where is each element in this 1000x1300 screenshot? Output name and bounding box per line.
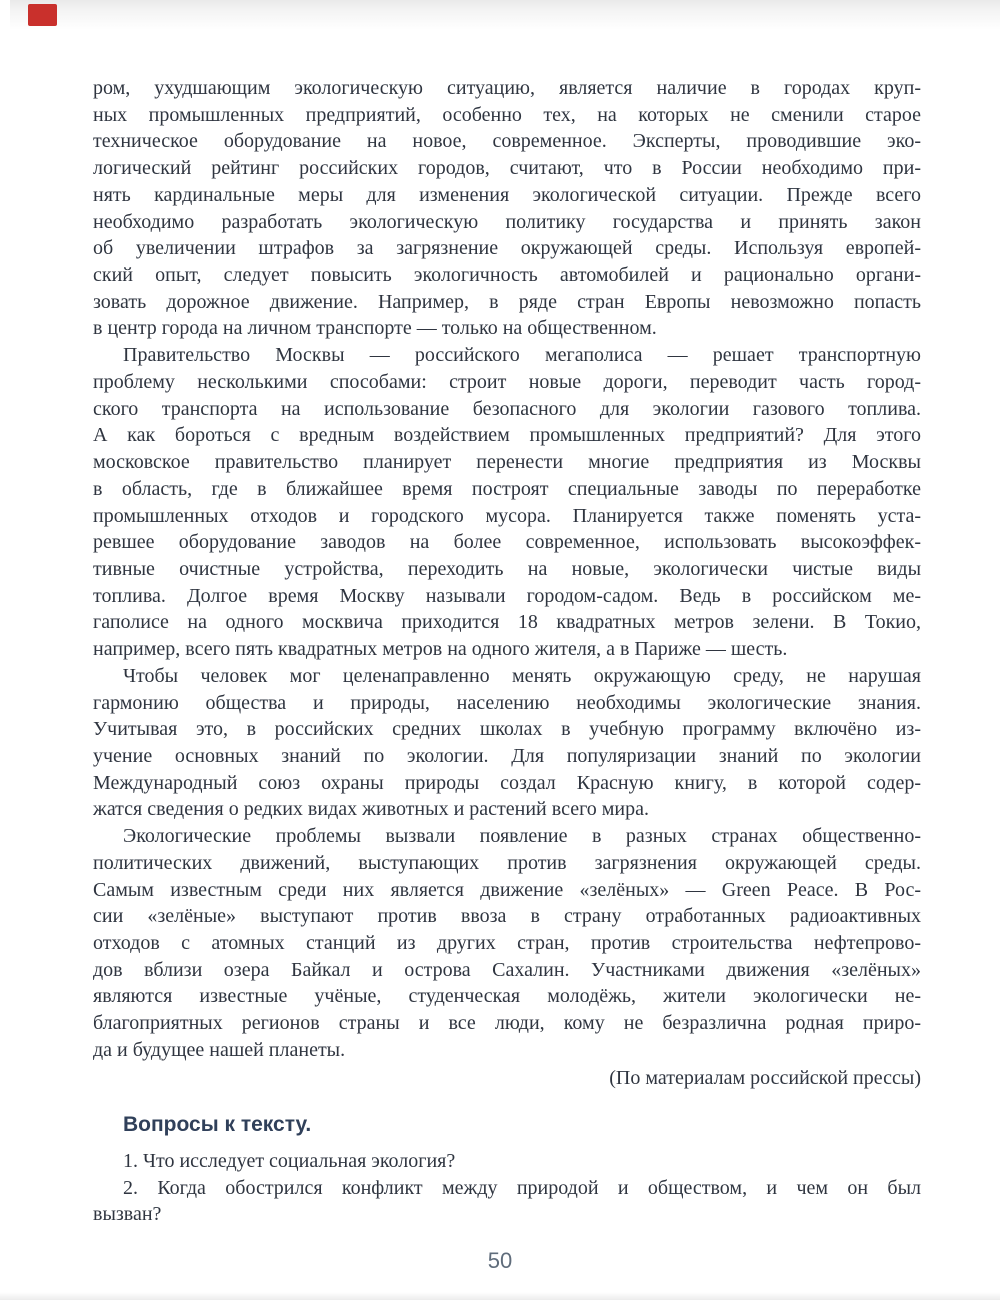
text-line: жатся сведения о редких видах животных и растений всего мира. [93,798,650,821]
text-line: вызван? [93,1203,162,1226]
text-line: ром, ухудшающим экологическую ситуацию, является наличие в городах круп- [93,77,921,99]
body-text [93,75,921,1064]
red-badge-icon [28,4,57,26]
text-line: проблему несколькими способами: строит новые дороги, переводит часть город- [93,370,921,393]
attribution-line: (По материалам российской прессы) [609,1067,921,1089]
text-line: ных промышленных предприятий, особенно тех, на которых не сменили старое [93,103,921,126]
text-line: Международный союз охраны природы создал Красную книгу, в которой содер- [93,771,921,794]
questions-text [93,1148,921,1228]
text-line: являются известные учёные, студенческая молодёжь, жители экологически не- [93,985,921,1008]
page-top-shadow [10,0,1000,30]
text-line: отходов с атомных станций из других стран, против строительства нефтепрово- [93,932,921,954]
text-line: 1. Что исследует социальная экология? [123,1150,456,1172]
text-line: благоприятных регионов страны и все люди, кому не безразлична родная приро- [93,1012,921,1035]
text-line: гаполисе на одного москвича приходится 18 квадратных метров зелени. В Токио, [93,611,921,634]
text-line: да и будущее нашей планеты. [93,1038,346,1061]
text-line: Правительство Москвы — российского мегаполиса — решает транспортную [123,344,921,367]
text-line: гармонию общества и природы, населению необходимы экологические знания. [93,691,921,714]
text-line: политических движений, выступающих против загрязнения окружающей среды. [93,851,921,874]
text-line: в центр города на личном транспорте — только на общественном. [93,317,657,340]
text-line: техническое оборудование на новое, современное. Эксперты, проводившие эко- [93,130,921,153]
text-line: А как бороться с вредным воздействием промышленных предприятий? Для этого [93,424,921,447]
text-line: тивные очистные устройства, переходить на новые, экологически чистые виды [93,557,921,580]
text-line: дов вблизи озера Байкал и острова Сахалин. Участниками движения «зелёных» [93,958,921,981]
text-line: сии «зелёные» выступают против ввоза в страну отработанных радиоактивных [93,905,921,928]
page-bottom-shadow [0,1292,1000,1300]
text-line: Учитывая это, в российских средних школах в учебную программу включёно из- [93,718,921,741]
text-line: ревшее оборудование заводов на более современное, использовать высокоэффек- [93,531,921,554]
text-line: об увеличении штрафов за загрязнение окружающей среды. Используя европей- [93,237,921,260]
text-line: 2. Когда обострился конфликт между природой и обществом, и чем он был [123,1176,921,1199]
text-line: промышленных отходов и городского мусора. Планируется также поменять уста- [93,504,921,527]
questions-heading: Вопросы к тексту. [123,1113,312,1136]
page-number: 50 [487,1248,513,1273]
text-line: зовать дорожное движение. Например, в ряде стран Европы невозможно попасть [93,290,921,313]
text-line: например, всего пять квадратных метров на одного жителя, а в Париже — шесть. [93,638,788,661]
text-line: московское правительство планирует перенести многие предприятия из Москвы [93,451,921,474]
text-line: ского транспорта на использование безопасного для экологии газового топлива. [93,397,921,420]
text-line: учение основных знаний по экологии. Для популяризации знаний по экологии [93,744,921,767]
text-line: Чтобы человек мог целенаправленно менять окружающую среду, не нарушая [123,664,921,687]
text-line: топлива. Долгое время Москву называли городом-садом. Ведь в российском ме- [93,584,921,607]
text-line: ский опыт, следует повысить экологичность автомобилей и рационально органи- [93,264,921,287]
text-line: логический рейтинг российских городов, считают, что в России необходимо при- [93,157,921,180]
text-line: нять кардинальные меры для изменения экологической ситуации. Прежде всего [93,183,921,206]
text-line: в область, где в ближайшее время построят специальные заводы по переработке [93,477,921,500]
text-line: Экологические проблемы вызвали появление в разных странах общественно- [123,825,921,848]
text-line: необходимо разработать экологическую политику государства и принять закон [93,210,921,233]
text-line: Самым известным среди них является движение «зелёных» — Green Peace. В Рос- [93,878,921,901]
